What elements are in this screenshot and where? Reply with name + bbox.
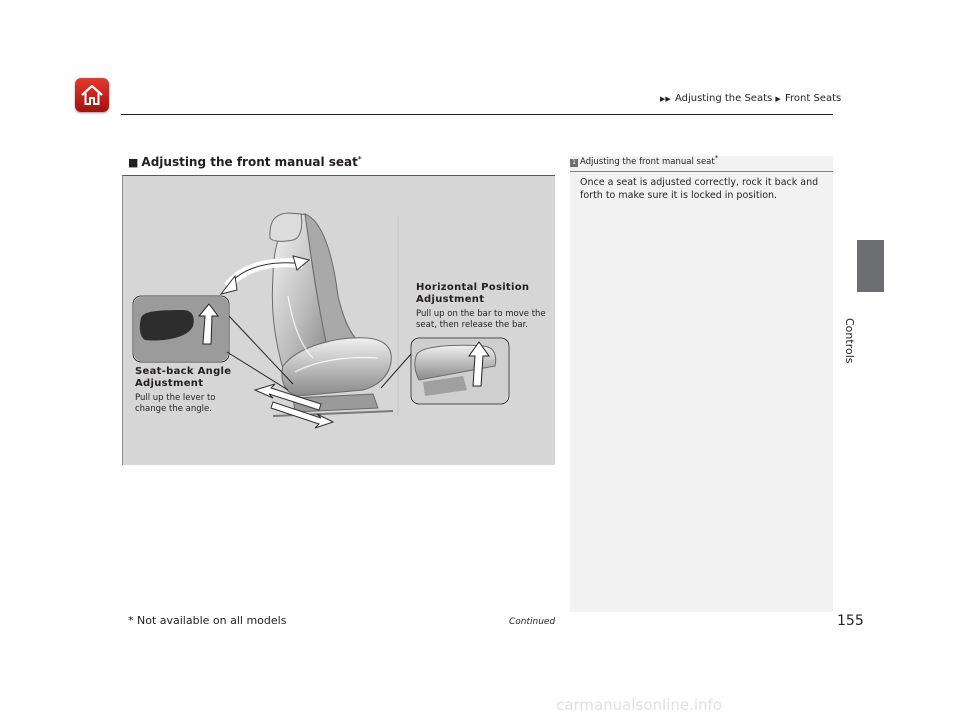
note-badge-icon: 1	[570, 159, 578, 167]
sidebar-note-title	[570, 154, 833, 172]
section-title-text: Adjusting the front manual seat	[141, 155, 358, 169]
watermark: carmanualsonline.info	[556, 696, 722, 714]
home-icon	[79, 82, 105, 108]
sidebar-note-title-text: Adjusting the front manual seat	[580, 157, 715, 167]
sidebar-note-panel	[570, 156, 833, 612]
callout-seatback-heading: Seat-back Angle Adjustment	[135, 366, 232, 389]
page-number: 155	[837, 613, 864, 629]
callout-horizontal-position	[416, 282, 556, 331]
breadcrumb-arrow-icon: ▶▶	[660, 95, 671, 103]
sidebar-note-text: Once a seat is adjusted correctly, rock it back and forth to make sure it is locked in position.	[580, 177, 819, 201]
breadcrumb	[660, 93, 842, 104]
chapter-tab-label[interactable]: Controls	[843, 318, 856, 364]
section-marker-icon: ■	[128, 156, 139, 169]
continued-label: Continued	[509, 617, 556, 627]
breadcrumb-item-seats[interactable]: Adjusting the Seats	[674, 93, 773, 104]
section-title	[128, 155, 362, 169]
callout-horizontal-body: Pull up on the bar to move the seat, then release the bar.	[416, 309, 546, 330]
callout-seatback-body: Pull up the lever to change the angle.	[135, 393, 216, 414]
chapter-tab-marker	[857, 240, 884, 292]
breadcrumb-arrow-icon: ▶	[775, 95, 781, 103]
callout-seatback-angle	[135, 366, 235, 415]
header-rule	[121, 114, 833, 115]
callout-horizontal-heading: Horizontal Position Adjustment	[416, 282, 530, 305]
seat-illustration	[122, 175, 555, 465]
asterisk-mark: *	[357, 155, 362, 163]
asterisk-mark: *	[714, 154, 719, 163]
footnote: * Not available on all models	[128, 614, 287, 627]
home-button[interactable]	[75, 78, 109, 112]
breadcrumb-item-front-seats[interactable]: Front Seats	[785, 93, 842, 104]
